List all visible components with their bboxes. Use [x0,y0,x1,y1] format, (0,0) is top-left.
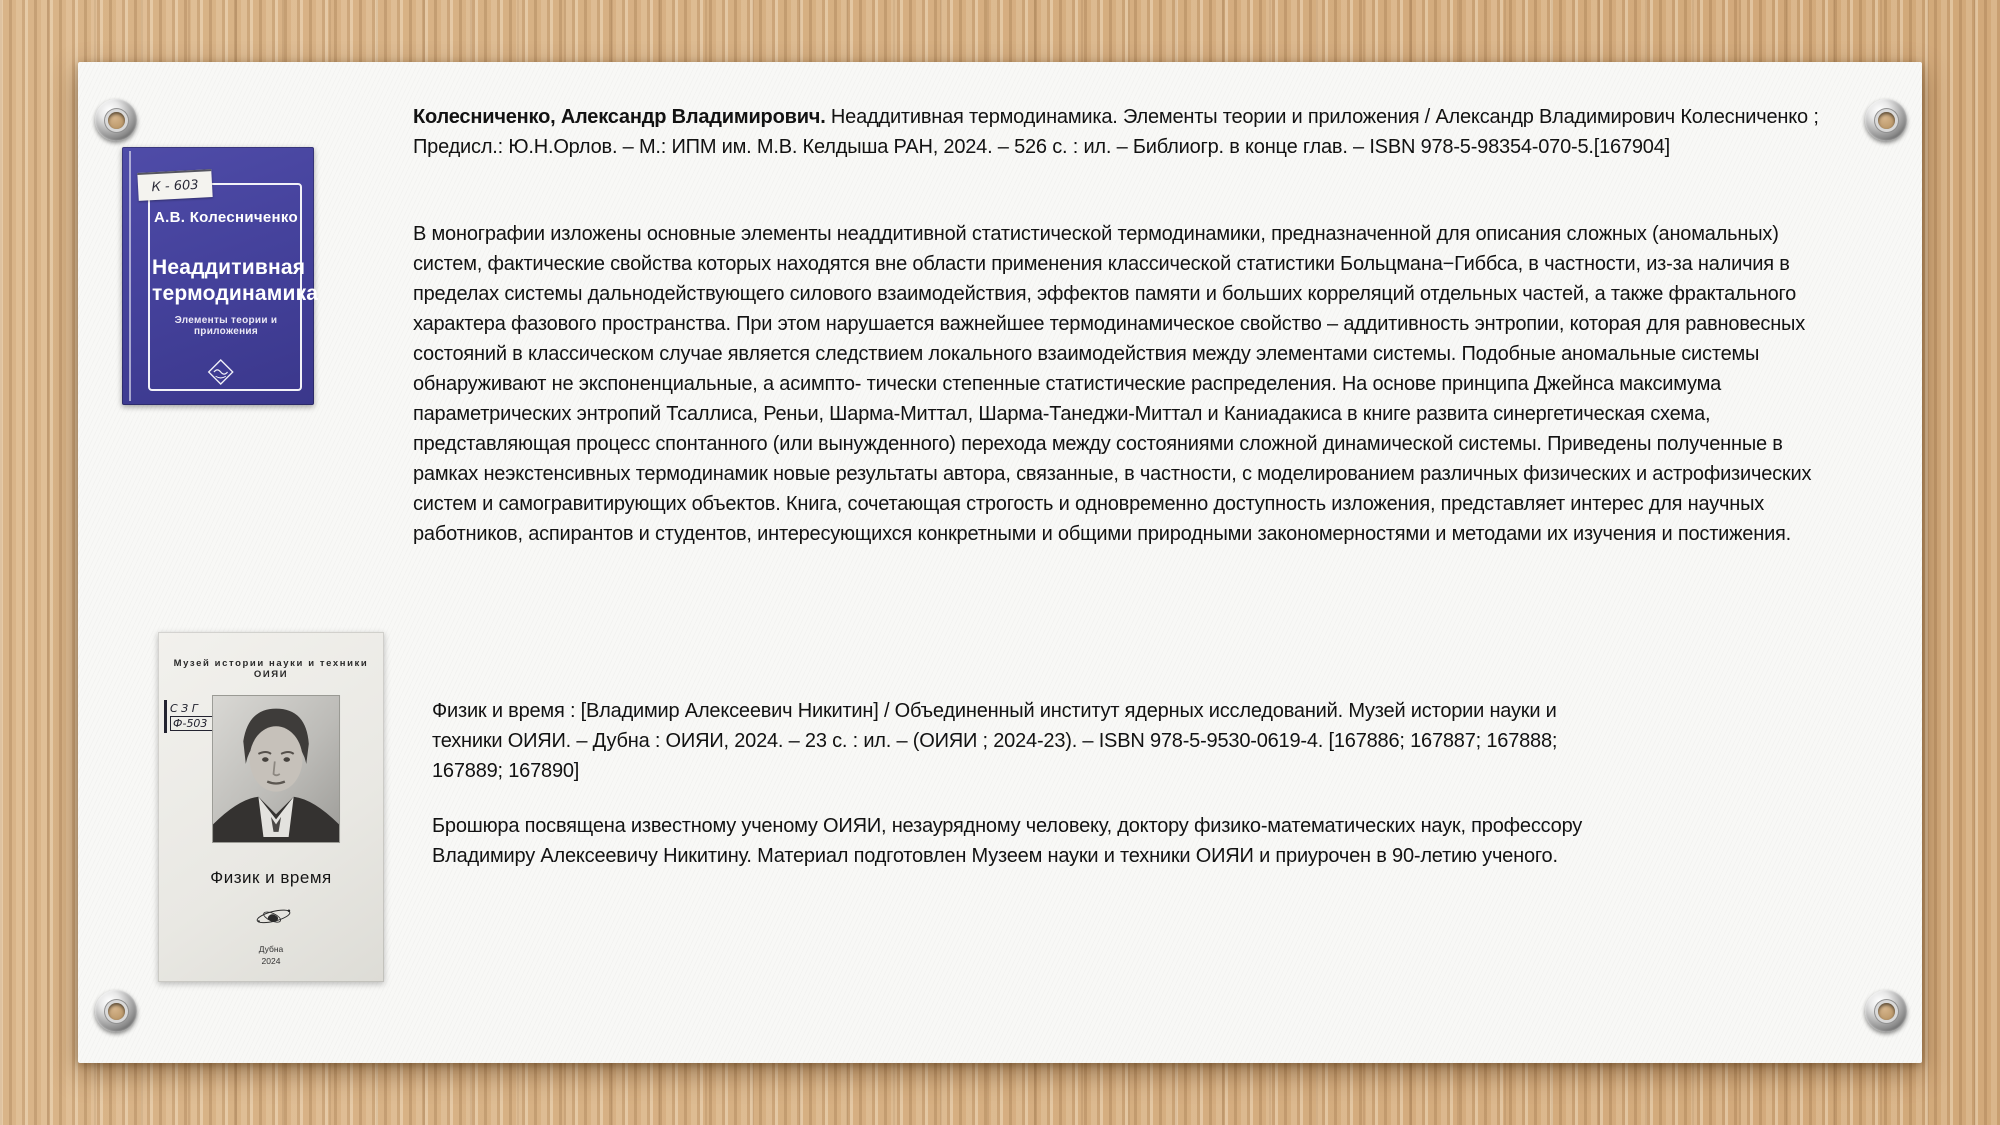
cover-museum-header: Музей истории науки и техники ОИЯИ [173,658,369,680]
cover-title-line1: Неаддитивная [152,256,306,279]
grommet-icon [1865,990,1907,1032]
publisher-emblem-icon [204,355,238,394]
author-heading: Колесниченко, Александр Владимирович. [413,106,826,128]
cover-title-line2: термодинамика [152,282,319,305]
call-number-text: К - 603 [151,177,199,195]
cover-place: Дубна [258,944,284,954]
grommet-hole [108,112,125,129]
call-number-text: Ф-503 [170,716,232,731]
annotation-2: Брошюра посвящена известному ученому ОИЯИ, незаурядному человеку, доктору физико-математических наук, профессору Владимиру Алексеевичу Никитину. Материал подготовлен Музеем науки и техники ОИЯИ и приурочен в 90-летию ученого. [432,815,1583,867]
entry-2 [432,696,1624,871]
bulletin-card [78,62,1922,1063]
grommet-icon [1865,99,1907,141]
grommet-hole [108,1003,125,1020]
call-number-top-text: С З Г [170,702,198,715]
book-cover-thermodynamics [122,147,319,405]
book-cover-fizik-i-vremya [158,632,384,982]
cover-title: Физик и время [210,868,332,887]
cover-subtitle: Элементы теории и приложения [174,315,278,337]
bibliographic-record-1 [413,102,1827,162]
cover-year: 2024 [261,956,281,966]
entry-1 [413,102,1827,549]
portrait-photo [213,696,339,842]
cover-title [152,255,319,307]
grommet-icon [95,99,137,141]
call-number-sticker [137,169,212,201]
bibliographic-record-2: Физик и время : [Владимир Алексеевич Никитин] / Объединенный институт ядерных исследований. Музей истории науки и техники ОИЯИ. – Дубна : ОИЯИ, 2024. – 23 с. : ил. – (ОИЯИ ; 2024-23). – ISBN 978-5-9530-0619-4. [167886; 167887; 167888; 167889; 167890] [432,700,1558,782]
jinr-atom-logo-icon [253,900,295,935]
grommet-icon [95,990,137,1032]
annotation-1: В монографии изложены основные элементы неаддитивной статистической термодинамики, предназначенной для описания сложных (аномальных) систем, фактические свойства которых находятся вне области применения классической статистики Больцмана−Гиббса, в частности, из-за наличия в пределах системы дальнодействующего силового взаимодействия, эффектов памяти и больших корреляций отдельных частей, а также фрактального характера фазового пространства. При этом нарушается важнейшее термодинамическое свойство – аддитивность энтропии, которая для равновесных состояний в классическом случае является следствием локального взаимодействия между элементами системы. Подобные аномальные системы обнаруживают не экспоненциальные, а асимпто- тически степенные статистические распределения. На основе принципа Джейнса максимума параметрических энтропий Тсаллиса, Реньи, Шарма-Миттал, Шарма-Танеджи-Миттал и Каниадакиса в книге развита синергетическая схема, представляющая процесс спонтанного (или вынужденного) перехода между состояниями сложной динамической системы. Приведены полученные в рамках неэкстенсивных термодинамик новые результаты автора, связанные, в частности, с моделированием различных физических и астрофизических систем и самогравитирующих объектов. Книга, сочетающая строгость и одновременно доступность изложения, представляет интерес для научных работников, аспирантов и студентов, интересующихся конкретными и общими природными закономерностями и методами их изучения и постижения. [413,223,1812,545]
cover-author-line: А.В. Колесниченко [154,209,298,226]
grommet-hole [1878,1003,1895,1020]
grommet-hole [1878,112,1895,129]
bibliographic-description: Неаддитивная термодинамика. Элементы теории и приложения / Александр Владимирович Колесниченко ; Предисл.: Ю.Н.Орлов. – М.: ИПМ им. М.В. Келдыша РАН, 2024. – 526 с. : ил. – Библиогр. в конце глав. – ISBN 978-5-98354-070-5.[167904] [413,106,1819,158]
